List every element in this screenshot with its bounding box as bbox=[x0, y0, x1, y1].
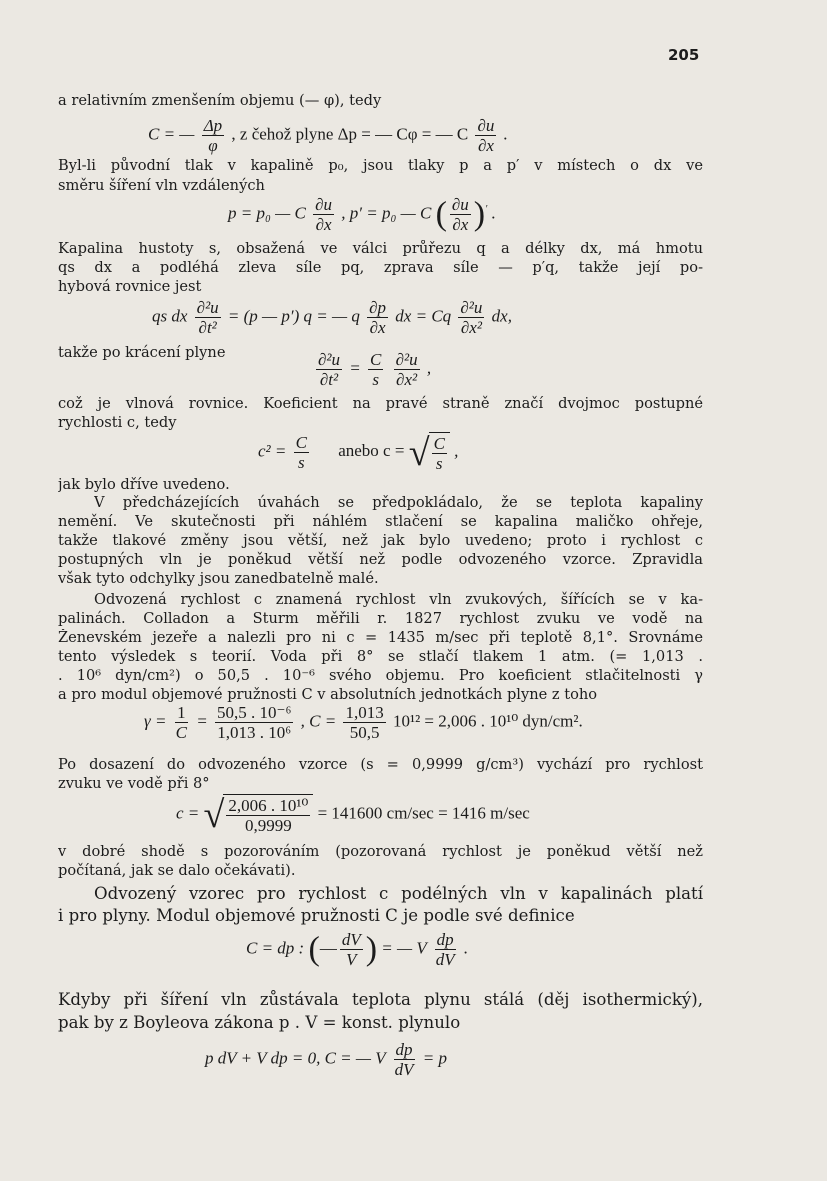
fraction: $\frac{\text{∂²u}}{\text{∂x²}}$ bbox=[395, 350, 418, 389]
fraction: $\frac{\text{∂²u}}{\text{∂t²}}$ bbox=[196, 298, 219, 337]
equation-pressures: p = p₀ — C $\frac{\partial u}{\partial x}$ , p′ = p₀ — C ( $\frac{\partial u}{\partial x}$ )′ . bbox=[228, 195, 496, 234]
equation-modulus-definition: C = dp : (— $\frac{dV}{V}$ ) = — V $\frac{dp}{dV}$ . bbox=[246, 930, 469, 969]
equation-speed-result: c = √ $\frac{\text{2,006 . 10¹⁰}}{0,9999}$ = 141600 cm/sec = 1416 m/sec bbox=[176, 793, 530, 836]
text-line: Ženevském jezeře a nalezli pro ni c = 1435 m/sec při teplotě 8,1°. Srovnáme bbox=[58, 629, 703, 646]
text-line: qs dx a podléhá zleva síle pq, zprava síle — p′q, takže její po- bbox=[58, 259, 703, 276]
text-line: jak bylo dříve uvedeno. bbox=[58, 476, 230, 493]
text-line: počítaná, jak se dalo očekávati). bbox=[58, 862, 296, 879]
text-line: tento výsledek s teorií. Voda při 8° se stlačí tlakem 1 atm. (= 1,013 . bbox=[58, 648, 703, 665]
equation-isothermal: p dV + V dp = 0, C = — V $\frac{dp}{dV}$ = p bbox=[205, 1040, 447, 1079]
text-line: pak by z Boyleova zákona p . V = konst. plynulo bbox=[58, 1013, 461, 1032]
text-line: palinách. Colladon a Sturm měřili r. 1827 rychlost zvuku ve vodě na bbox=[58, 610, 703, 627]
fraction: $\frac{\partial u}{\partial x}$ bbox=[477, 116, 495, 155]
fraction: $\frac{\text{∂²u}}{\text{∂x²}}$ bbox=[460, 298, 483, 337]
text-line: směru šíření vln vzdálených bbox=[58, 177, 265, 194]
equation-wave: $\frac{\text{∂²u}}{\text{∂t²}}$ = $\frac{C}{s}$ $\frac{\text{∂²u}}{\text{∂x²}}$ , bbox=[318, 350, 432, 389]
text-line: rychlosti c, tedy bbox=[58, 414, 177, 431]
text-line: což je vlnová rovnice. Koeficient na pravé straně značí dvojmoc postupné bbox=[58, 395, 703, 412]
fraction: $\frac{dV}{V}$ bbox=[341, 930, 361, 969]
text-line: nemění. Ve skutečnosti při náhlém stlačení se kapalina maličko ohřeje, bbox=[58, 513, 703, 530]
text-line: i pro plyny. Modul objemové pružnosti C je podle své definice bbox=[58, 906, 575, 925]
text-line: Kapalina hustoty s, obsažená ve válci průřezu q a délky dx, má hmotu bbox=[58, 240, 703, 257]
text-line: však tyto odchylky jsou zanedbatelně malé. bbox=[58, 570, 379, 587]
text-line: takže po krácení plyne bbox=[58, 344, 226, 361]
fraction: $\frac{dp}{dV}$ bbox=[435, 930, 455, 969]
fraction: $\frac{\partial u}{\partial x}$ bbox=[315, 195, 332, 234]
text-line: Po dosazení do odvozeného vzorce (s = 0,9999 g/cm³) vychází pro rychlost bbox=[58, 756, 703, 773]
fraction: $\frac{\partial u}{\partial x}$ bbox=[451, 195, 469, 234]
fraction: $\frac{\text{50,5 . 10⁻⁶}}{\text{1,013 . 10⁶}}$ bbox=[217, 703, 292, 742]
text-line: takže tlakové změny jsou větší, než jak bylo uvedeno; proto i rychlost c bbox=[58, 532, 703, 549]
text-line: V předcházejících úvahách se předpokládalo, že se teplota kapaliny bbox=[94, 494, 703, 511]
fraction: $\frac{\partial p}{\partial x}$ bbox=[369, 298, 387, 337]
text-line: postupných vln je poněkud větší než podle odvozeného vzorce. Zpravidla bbox=[58, 551, 703, 568]
fraction: $\frac{C}{s}$ bbox=[369, 350, 382, 389]
text-line: a relativním zmenšením objemu (— φ), tedy bbox=[58, 92, 382, 109]
equation-compressibility: γ = $\frac{1}{C}$ = $\frac{\text{50,5 . 10⁻⁶}}{\text{1,013 . 10⁶}}$ , C = $\frac{1,013}{50,5}$ 10¹² = 2,006 . 10¹⁰ dyn/cm². bbox=[144, 703, 583, 742]
equation-wave-speed: c² = $\frac{C}{s}$ anebo c = √ $\frac{C}{s}$ , bbox=[258, 431, 459, 474]
text-line: Odvozený vzorec pro rychlost c podélných vln v kapalinách platí bbox=[94, 884, 703, 903]
fraction: $\frac{C}{s}$ bbox=[295, 433, 307, 472]
text-line: Byl-li původní tlak v kapalině p₀, jsou tlaky p a p′ v místech o dx ve bbox=[58, 157, 703, 174]
fraction: $\frac{\Delta p}{\varphi}$ bbox=[203, 116, 223, 155]
text-line: . 10⁶ dyn/cm²) o 50,5 . 10⁻⁶ svého objemu. Pro koeficient stlačitelnosti γ bbox=[58, 667, 703, 684]
square-root: √ $\frac{C}{s}$ bbox=[409, 432, 450, 473]
text-line: Odvozená rychlost c znamená rychlost vln zvukových, šířících se v ka- bbox=[94, 591, 703, 608]
fraction: $\frac{1,013}{50,5}$ bbox=[345, 703, 384, 742]
text-line: v dobré shodě s pozorováním (pozorovaná rychlost je poněkud větší než bbox=[58, 843, 703, 860]
equation-motion: qs dx $\frac{\text{∂²u}}{\text{∂t²}}$ = (p — p′) q = — q $\frac{\partial p}{\partial x}$ dx = Cq $\frac{\text{∂²u}}{\text{∂x²}}$ dx, bbox=[152, 298, 512, 337]
fraction: $\frac{dp}{dV}$ bbox=[394, 1040, 414, 1079]
text-line: Kdyby při šíření vln zůstávala teplota plynu stálá (děj isothermický), bbox=[58, 990, 703, 1009]
page-number: 205 bbox=[668, 46, 700, 64]
square-root: √ $\frac{\text{2,006 . 10¹⁰}}{0,9999}$ bbox=[204, 794, 314, 835]
text-line: hybová rovnice jest bbox=[58, 278, 202, 295]
text-line: a pro modul objemové pružnosti C v absolutních jednotkách plyne z toho bbox=[58, 686, 598, 703]
fraction: $\frac{\text{∂²u}}{\text{∂t²}}$ bbox=[318, 350, 340, 389]
text-line: zvuku ve vodě při 8° bbox=[58, 775, 210, 792]
equation-bulk-modulus: C = — $\frac{\Delta p}{\varphi}$ , z čehož plyne Δp = — Cφ = — C $\frac{\partial u}{\partial x}$ . bbox=[148, 116, 508, 155]
fraction: $\frac{1}{C}$ bbox=[175, 703, 188, 742]
